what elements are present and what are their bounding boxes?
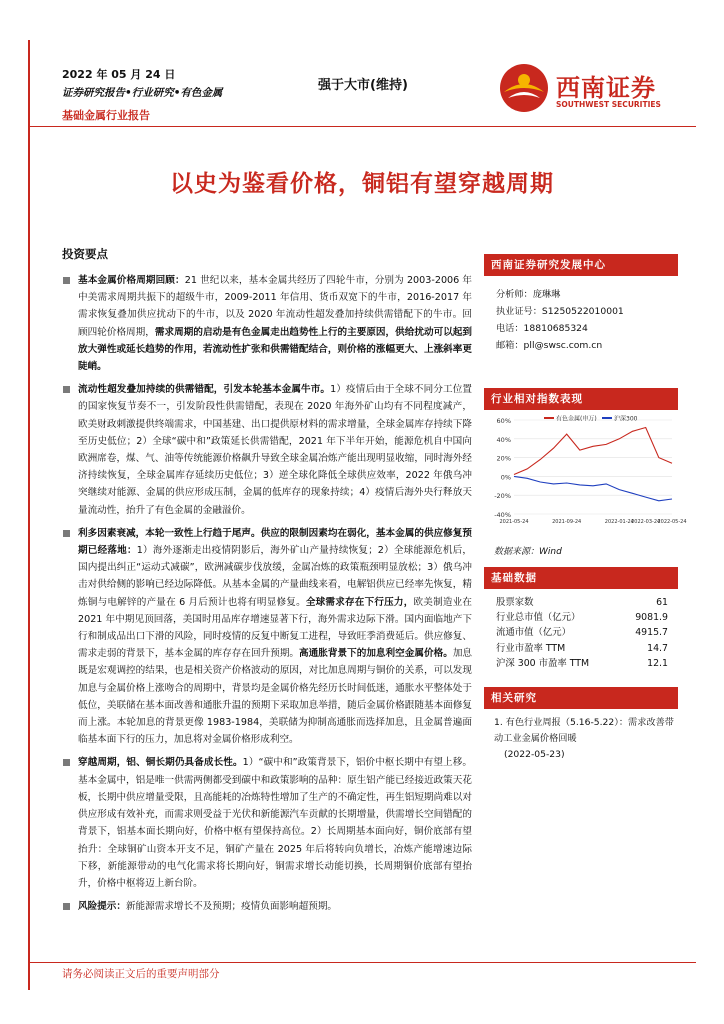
analyst-name: 分析师：庞琳琳	[496, 289, 561, 300]
chart-legend-label: 有色金属(申万)	[556, 415, 597, 423]
header-divider	[30, 126, 696, 127]
data-row	[484, 610, 678, 625]
analyst-license: 执业证号：S1250522010001	[496, 306, 624, 317]
logo-emblem-icon	[498, 62, 550, 114]
data-label: 行业市盈率 TTM	[496, 642, 566, 654]
basic-data-heading: 基础数据	[484, 567, 678, 589]
point-lead: 利多因素衰减，本轮一致性上行趋于尾声。供应的限制因素均在弱化，基本金属的供应修复预期已经落地：	[78, 527, 472, 557]
related-research-date: (2022-05-23)	[504, 749, 565, 760]
point-liquidity	[62, 381, 472, 519]
data-label: 行业总市值（亿元）	[496, 612, 581, 624]
point-bullish-fading	[62, 525, 472, 749]
related-research-list	[484, 709, 678, 763]
bullet-square-icon	[63, 903, 70, 910]
data-row	[484, 595, 678, 610]
point-text: 21 世纪以来，基本金属共经历了四轮牛市，分别为 2003-2006 年中美需求周期共振下的超级牛市，2009-2011 年信用、货币双宽下的牛市，2016-2017 年需求恢复叠加供应扰动下的牛市，以及 2020 年流动性超发叠加持续供需错配下的牛市。回顾四轮价格周期，	[78, 275, 473, 338]
chart-x-tick-label: 2021-05-24	[499, 519, 529, 525]
point-text: 欧美制造业在 2021 年中期见顶回落，美国时用品库存增速显著下行，海外需求边际下滑。国内面临地产下行和制成品出口下滑的风险，同时疫情的反复中断复工进程，导致旺季消费延后。供应修复、需求走弱的背景下，基本金属的库存存在回升预期。	[78, 596, 473, 660]
research-center-heading: 西南证券研究发展中心	[484, 254, 678, 276]
relative-index-chart	[484, 410, 687, 540]
section-heading: 投资要点	[62, 247, 108, 261]
point-emphasis: 全球需求存在下行压力，	[305, 596, 414, 608]
company-logo	[498, 60, 698, 116]
chart-svg	[484, 410, 687, 540]
point-lead: 风险提示：	[78, 901, 126, 913]
sidebar	[484, 254, 687, 763]
logo-text-en: SOUTHWEST SECURITIES	[556, 100, 661, 109]
point-text: 新能源需求增长不及预期；疫情负面影响超预期。	[125, 901, 338, 913]
data-row	[484, 625, 678, 640]
analyst-phone: 电话：18810685324	[496, 323, 588, 334]
data-label: 流通市值（亿元）	[496, 627, 572, 639]
chart-y-tick-label: 20%	[496, 454, 511, 463]
chart-x-tick-label: 2021-09-24	[552, 519, 582, 525]
chart-y-tick-label: 0%	[500, 473, 511, 482]
point-text: 加息既是宏观调控的结果，也是相关资产价格波动的原因，对比加息周期与铜价的关系，可以发现加息与金属价格上涨吻合的周期中，背景均是金属价格先经历长时间低迷，通胀水平整体处于低位，美联储在基本面改善和通胀升温的预期下采取加息举措，随后金属价格跟随基本面修复而上涨。本轮加息的背景更像 1983-1984，美联储为抑制高通胀而选择加息，且金属普遍面临基本面下行的压力，加息将对金属价格形成利空。	[78, 648, 473, 746]
basic-data-table	[484, 589, 678, 687]
chart-source: 数据来源：Wind	[494, 547, 562, 557]
logo-text-cn: 西南证券	[556, 74, 656, 102]
data-row	[484, 641, 678, 656]
footer-divider	[30, 962, 696, 963]
point-lead: 基本金属价格周期回顾：	[78, 275, 185, 286]
point-text: 1）海外逐渐走出疫情阴影后，海外矿山产量持续恢复；2）全球能源危机后，国内提出纠正“运动式减碳”，欧洲减碳步伐放缓，金属冶炼的政策瓶颈明显放松；3）俄乌冲击对供给侧的影响已经边际降低。从基本金属的产量曲线来看，电解铝供应已经率先恢复，精炼铜与电解锌的产量在 6 月后预计也将有明显修复。	[78, 545, 473, 608]
data-row	[484, 656, 678, 671]
analyst-email[interactable]: 邮箱：pll@swsc.com.cn	[496, 340, 603, 351]
data-value: 9081.9	[635, 612, 668, 624]
chart-legend-label: 沪深300	[614, 415, 638, 423]
analyst-info	[484, 276, 678, 388]
data-label: 股票家数	[496, 597, 534, 608]
investment-points	[62, 272, 472, 921]
chart-y-tick-label: 60%	[496, 417, 511, 425]
report-date: 2022 年 05 月 24 日	[62, 68, 176, 81]
bullet-square-icon	[63, 530, 70, 537]
report-type: 证券研究报告•行业研究•有色金属	[62, 87, 223, 99]
footer-notice: 请务必阅读正文后的重要声明部分	[62, 968, 220, 980]
related-research-item[interactable]: 1. 有色行业周报（5.16-5.22）：需求改善带动工业金属价格回暖	[494, 717, 674, 744]
point-emphasis: 需求周期的启动是有色金属走出趋势性上行的主要原因，供给扰动可以起到放大弹性或延长趋势的作用，若流动性扩张和供需错配结合，则价格的涨幅更大、上涨斜率更陡峭。	[78, 326, 473, 373]
point-risk	[62, 898, 472, 915]
chart-x-tick-label: 2022-03-24	[631, 519, 661, 525]
data-value: 4915.7	[635, 627, 668, 639]
chart-y-tick-label: 40%	[496, 435, 511, 444]
chart-series-line	[514, 428, 672, 475]
chart-y-tick-label: -40%	[494, 511, 511, 519]
page-title: 以史为鉴看价格，铜铝有望穿越周期	[170, 171, 554, 197]
bullet-square-icon	[63, 386, 70, 393]
chart-heading: 行业相对指数表现	[484, 388, 678, 410]
point-text: 1）“碳中和”政策背景下，铝价中枢长期中有望上移。基本金属中，铝是唯一供需两侧都受到碳中和政策影响的品种：原生铝产能已经接近政策天花板，长期中供应增量受限，且高能耗的冶炼特性增加了生产的不确定性，再生铝短期尚难以对供应形成有效补充，而需求则受益于光伏和新能源汽车贡献的长期增量，供需增长空间错配的背景下，铝基本面长期向好，价格中枢有望保持高位。2）长周期基本面向好，铜价底部有望抬升：全球铜矿山资本开支不足，铜矿产量在 2025 年后将转向负增长，冶炼产能增速边际下移，新能源带动的电气化需求将长期向好，铜需求增长动能切换，长周期铜价底部有望抬升，价格中枢将迈上新台阶。	[78, 757, 473, 889]
related-research-heading: 相关研究	[484, 687, 678, 709]
chart-x-tick-label: 2022-05-24	[657, 519, 687, 525]
point-long-term-growth	[62, 754, 472, 892]
data-value: 61	[656, 597, 668, 608]
chart-series-line	[514, 476, 672, 500]
point-lead: 穿越周期，铝、铜长期仍具备成长性。	[78, 757, 243, 769]
data-value: 14.7	[647, 642, 668, 654]
report-category: 基础金属行业报告	[62, 109, 150, 122]
bullet-square-icon	[63, 277, 70, 284]
data-label: 沪深 300 市盈率 TTM	[496, 657, 590, 669]
point-text: 1）疫情后由于全球不同分工位置的国家恢复节奏不一，引发阶段性供需错配，表现在 2020 年海外矿山均有不同程度减产，欧美财政刺激提供终端需求，中国基建、出口提供原材料的需求增量，全球金属库存持续下降至历史低位；2）全球“碳中和”政策延长供需错配，2021 年下半年开始，能源危机自中国向欧洲席卷，煤、气、油等传统能源价格飙升导致全球金属冶炼产能出现明显收缩，同时海外经济持续恢复，全球金属库存延续历史低位；3）逆全球化降低全球供应效率，2022 年俄乌冲突继续对能源、金属的供应形成压制，金属的低库存的现象持续；4）疫情后海外央行释放天量流动性，抬升了有色金属的金融溢价。	[78, 384, 473, 516]
point-emphasis: 高通胀背景下的加息利空金属价格。	[299, 648, 453, 660]
data-value: 12.1	[647, 657, 668, 669]
chart-y-tick-label: -20%	[494, 492, 511, 501]
point-lead: 流动性超发叠加持续的供需错配，引发本轮基本金属牛市。	[78, 384, 331, 396]
bullet-square-icon	[63, 759, 70, 766]
industry-rating: 强于大市(维持)	[318, 78, 408, 93]
point-price-cycle	[62, 272, 472, 375]
chart-x-tick-label: 2022-01-24	[604, 519, 634, 525]
